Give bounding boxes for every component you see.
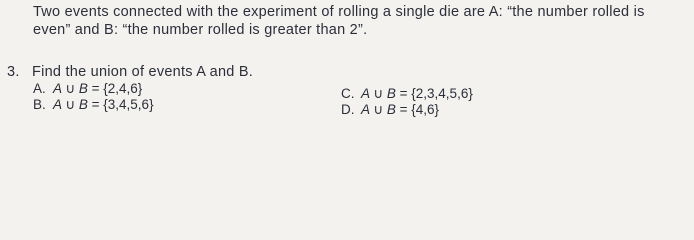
option-d[interactable] xyxy=(341,102,439,118)
option-expression: A ∪ B xyxy=(53,97,88,112)
question-number: 3. xyxy=(7,64,20,80)
option-expression: A ∪ B xyxy=(53,81,88,96)
option-letter: A. xyxy=(33,81,46,96)
option-value: = {3,4,5,6} xyxy=(87,97,154,112)
option-value: = {2,3,4,5,6} xyxy=(395,86,473,101)
option-expression: A ∪ B xyxy=(361,102,396,117)
option-expression: A ∪ B xyxy=(361,86,396,101)
option-letter: C. xyxy=(341,86,355,101)
option-c[interactable] xyxy=(341,86,473,102)
option-letter: D. xyxy=(341,102,355,117)
question-3 xyxy=(7,63,253,81)
option-value: = {2,4,6} xyxy=(87,81,143,96)
question-text: Find the union of events A and B. xyxy=(32,64,254,80)
problem-intro: Two events connected with the experiment of rolling a single die are A: “the number rolled is even” and B: “the number rolled is greater than 2”. xyxy=(33,4,645,38)
option-b[interactable] xyxy=(33,97,154,113)
option-value: = {4,6} xyxy=(395,102,440,117)
option-a[interactable] xyxy=(33,81,142,97)
option-letter: B. xyxy=(33,97,46,112)
